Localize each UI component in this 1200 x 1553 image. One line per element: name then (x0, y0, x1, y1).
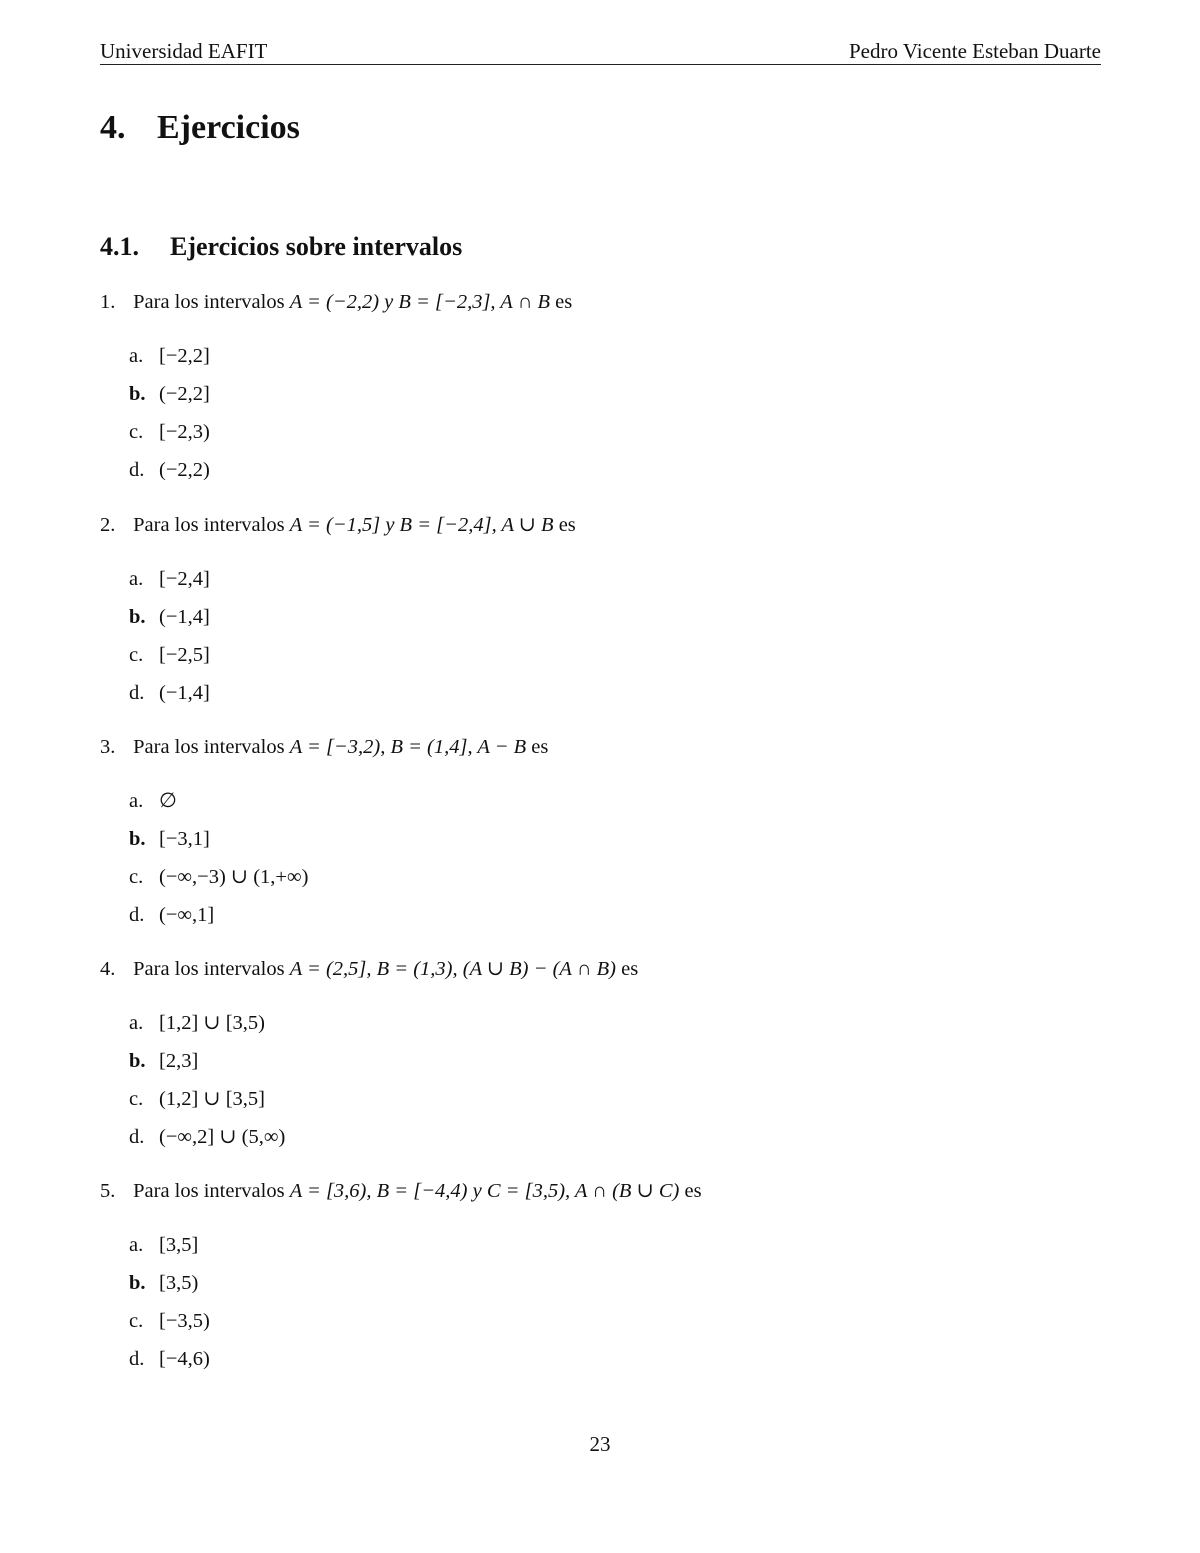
option-letter: b. (129, 383, 146, 405)
option-letter: b. (129, 1050, 146, 1072)
option-text: [−4,6) (159, 1348, 210, 1370)
question-5 (100, 1178, 1100, 1204)
option-d (129, 680, 1029, 718)
section-title: Ejercicios (157, 109, 300, 146)
option-letter: a. (129, 345, 144, 367)
option-a (129, 566, 1029, 604)
option-letter: d. (129, 682, 145, 704)
question-1-options (129, 343, 1029, 495)
header-institution: Universidad EAFIT (100, 39, 268, 63)
question-3 (100, 734, 1100, 760)
option-c (129, 1086, 1029, 1124)
option-b (129, 826, 1029, 864)
question-2 (100, 512, 1100, 538)
option-b (129, 1048, 1029, 1086)
section-heading (100, 108, 300, 148)
option-text: [2,3] (159, 1050, 199, 1072)
header-author: Pedro Vicente Esteban Duarte (848, 39, 1101, 63)
question-prefix: Para los intervalos (133, 514, 285, 536)
question-number: 2. (100, 514, 116, 536)
option-text: (−1,4] (159, 606, 210, 628)
option-text: (−∞,−3) ∪ (1,+∞) (159, 866, 309, 888)
option-text: (−2,2] (159, 383, 210, 405)
option-a (129, 788, 1029, 826)
option-text: (−2,2) (159, 459, 210, 481)
option-text: [−3,1] (159, 828, 210, 850)
option-letter: c. (129, 421, 144, 443)
option-letter: a. (129, 1012, 144, 1034)
page-number: 23 (589, 1432, 611, 1456)
option-text: [−2,2] (159, 345, 210, 367)
question-4 (100, 956, 1100, 982)
question-suffix: es (555, 291, 573, 313)
option-d (129, 1124, 1029, 1162)
option-a (129, 1232, 1029, 1270)
option-c (129, 1308, 1029, 1346)
option-letter: a. (129, 1234, 144, 1256)
question-suffix: es (558, 514, 576, 536)
section-number: 4. (100, 109, 126, 146)
option-letter: c. (129, 644, 144, 666)
question-number: 3. (100, 736, 116, 758)
question-prefix: Para los intervalos (133, 1180, 285, 1202)
question-prefix: Para los intervalos (133, 958, 285, 980)
option-letter: b. (129, 606, 146, 628)
question-3-options (129, 788, 1029, 940)
option-a (129, 343, 1029, 381)
question-expression: A = (−1,5] y B = [−2,4], A ∪ B (289, 514, 554, 536)
option-letter: c. (129, 866, 144, 888)
option-letter: c. (129, 1088, 144, 1110)
question-number: 4. (100, 958, 116, 980)
page-header (100, 40, 1101, 65)
option-text: [3,5] (159, 1234, 199, 1256)
option-letter: d. (129, 1126, 145, 1148)
question-2-options (129, 566, 1029, 718)
option-b (129, 1270, 1029, 1308)
option-text: [−2,5] (159, 644, 210, 666)
question-prefix: Para los intervalos (133, 291, 285, 313)
option-d (129, 457, 1029, 495)
question-1 (100, 289, 1100, 315)
option-d (129, 902, 1029, 940)
option-letter: b. (129, 1272, 146, 1294)
option-text: (−∞,1] (159, 904, 215, 926)
option-letter: a. (129, 790, 144, 812)
question-suffix: es (621, 958, 639, 980)
question-suffix: es (531, 736, 549, 758)
option-letter: c. (129, 1310, 144, 1332)
question-4-options (129, 1010, 1029, 1162)
option-letter: d. (129, 1348, 145, 1370)
question-suffix: es (684, 1180, 702, 1202)
option-a (129, 1010, 1029, 1048)
option-text: [3,5) (159, 1272, 199, 1294)
option-text: [1,2] ∪ [3,5) (159, 1012, 265, 1034)
question-expression: A = (−2,2) y B = [−2,3], A ∩ B (289, 291, 551, 313)
option-text: (−∞,2] ∪ (5,∞) (159, 1126, 286, 1148)
question-5-options (129, 1232, 1029, 1384)
question-prefix: Para los intervalos (133, 736, 285, 758)
option-text: (−1,4] (159, 682, 210, 704)
question-expression: A = [3,6), B = [−4,4) y C = [3,5), A ∩ (B ∪ C) (289, 1180, 680, 1202)
question-expression: A = [−3,2), B = (1,4], A − B (289, 736, 527, 758)
option-letter: b. (129, 828, 146, 850)
option-c (129, 419, 1029, 457)
option-c (129, 642, 1029, 680)
option-letter: d. (129, 459, 145, 481)
option-letter: a. (129, 568, 144, 590)
subsection-title: Ejercicios sobre intervalos (170, 232, 463, 261)
option-c (129, 864, 1029, 902)
question-number: 1. (100, 291, 116, 313)
question-expression: A = (2,5], B = (1,3), (A ∪ B) − (A ∩ B) (289, 958, 616, 980)
subsection-number: 4.1. (100, 232, 139, 261)
option-b (129, 381, 1029, 419)
question-number: 5. (100, 1180, 116, 1202)
option-d (129, 1346, 1029, 1384)
subsection-heading (100, 231, 462, 263)
option-text: [−3,5) (159, 1310, 210, 1332)
option-text: (1,2] ∪ [3,5] (159, 1088, 265, 1110)
option-text: ∅ (159, 790, 177, 812)
option-letter: d. (129, 904, 145, 926)
option-text: [−2,3) (159, 421, 210, 443)
option-text: [−2,4] (159, 568, 210, 590)
option-b (129, 604, 1029, 642)
